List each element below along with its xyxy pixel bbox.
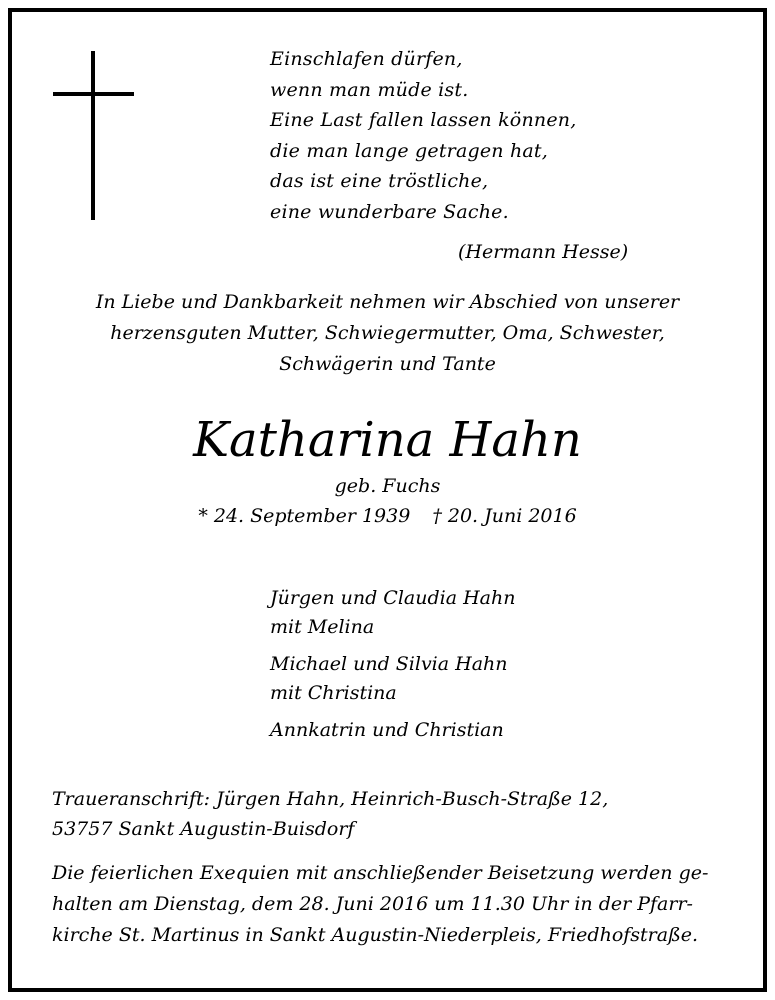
- birth-name: geb. Fuchs: [334, 475, 441, 497]
- funeral-service-info: [52, 858, 708, 951]
- family-list: [270, 584, 515, 753]
- intro-line: In Liebe und Dankbarkeit nehmen wir Abschied von unserer: [95, 291, 680, 313]
- poem-author: (Hermann Hesse): [458, 241, 629, 263]
- family-line: mit Christina: [270, 682, 397, 704]
- life-dates: [0, 502, 775, 530]
- service-line: halten am Dienstag, dem 28. Juni 2016 um 11.30 Uhr in der Pfarr-: [52, 893, 693, 915]
- service-line: Die feierlichen Exequien mit anschließender Beisetzung werden ge-: [52, 862, 709, 884]
- family-group: [270, 716, 515, 745]
- family-line: mit Melina: [270, 616, 375, 638]
- intro-line: herzensguten Mutter, Schwiegermutter, Oma, Schwester,: [110, 322, 665, 344]
- service-line: kirche St. Martinus in Sankt Augustin-Niederpleis, Friedhofstraße.: [52, 924, 699, 946]
- poem: [270, 44, 576, 227]
- birth-date: * 24. September 1939: [198, 505, 411, 527]
- poem-line: Einschlafen dürfen,: [270, 48, 463, 70]
- address-line: Traueranschrift: Jürgen Hahn, Heinrich-Busch-Straße 12,: [52, 788, 609, 810]
- family-group: [270, 650, 515, 708]
- intro-line: Schwägerin und Tante: [279, 353, 496, 375]
- address-line: 53757 Sankt Augustin-Buisdorf: [52, 818, 355, 840]
- poem-line: wenn man müde ist.: [270, 78, 469, 101]
- deceased-name: Katharina Hahn: [193, 412, 582, 468]
- mourning-address: [52, 784, 608, 844]
- poem-line: das ist eine tröstliche,: [270, 170, 489, 192]
- family-group: [270, 584, 515, 642]
- intro-text: [0, 287, 775, 380]
- poem-line: Eine Last fallen lassen können,: [270, 109, 577, 131]
- poem-line: eine wunderbare Sache.: [270, 200, 509, 223]
- family-line: Annkatrin und Christian: [270, 719, 504, 741]
- cross-vertical-bar: [91, 51, 95, 220]
- cross-horizontal-bar: [53, 92, 134, 96]
- family-line: Michael und Silvia Hahn: [270, 653, 508, 675]
- poem-line: die man lange getragen hat,: [270, 139, 549, 162]
- death-date: † 20. Juni 2016: [432, 505, 577, 527]
- family-line: Jürgen und Claudia Hahn: [270, 587, 516, 609]
